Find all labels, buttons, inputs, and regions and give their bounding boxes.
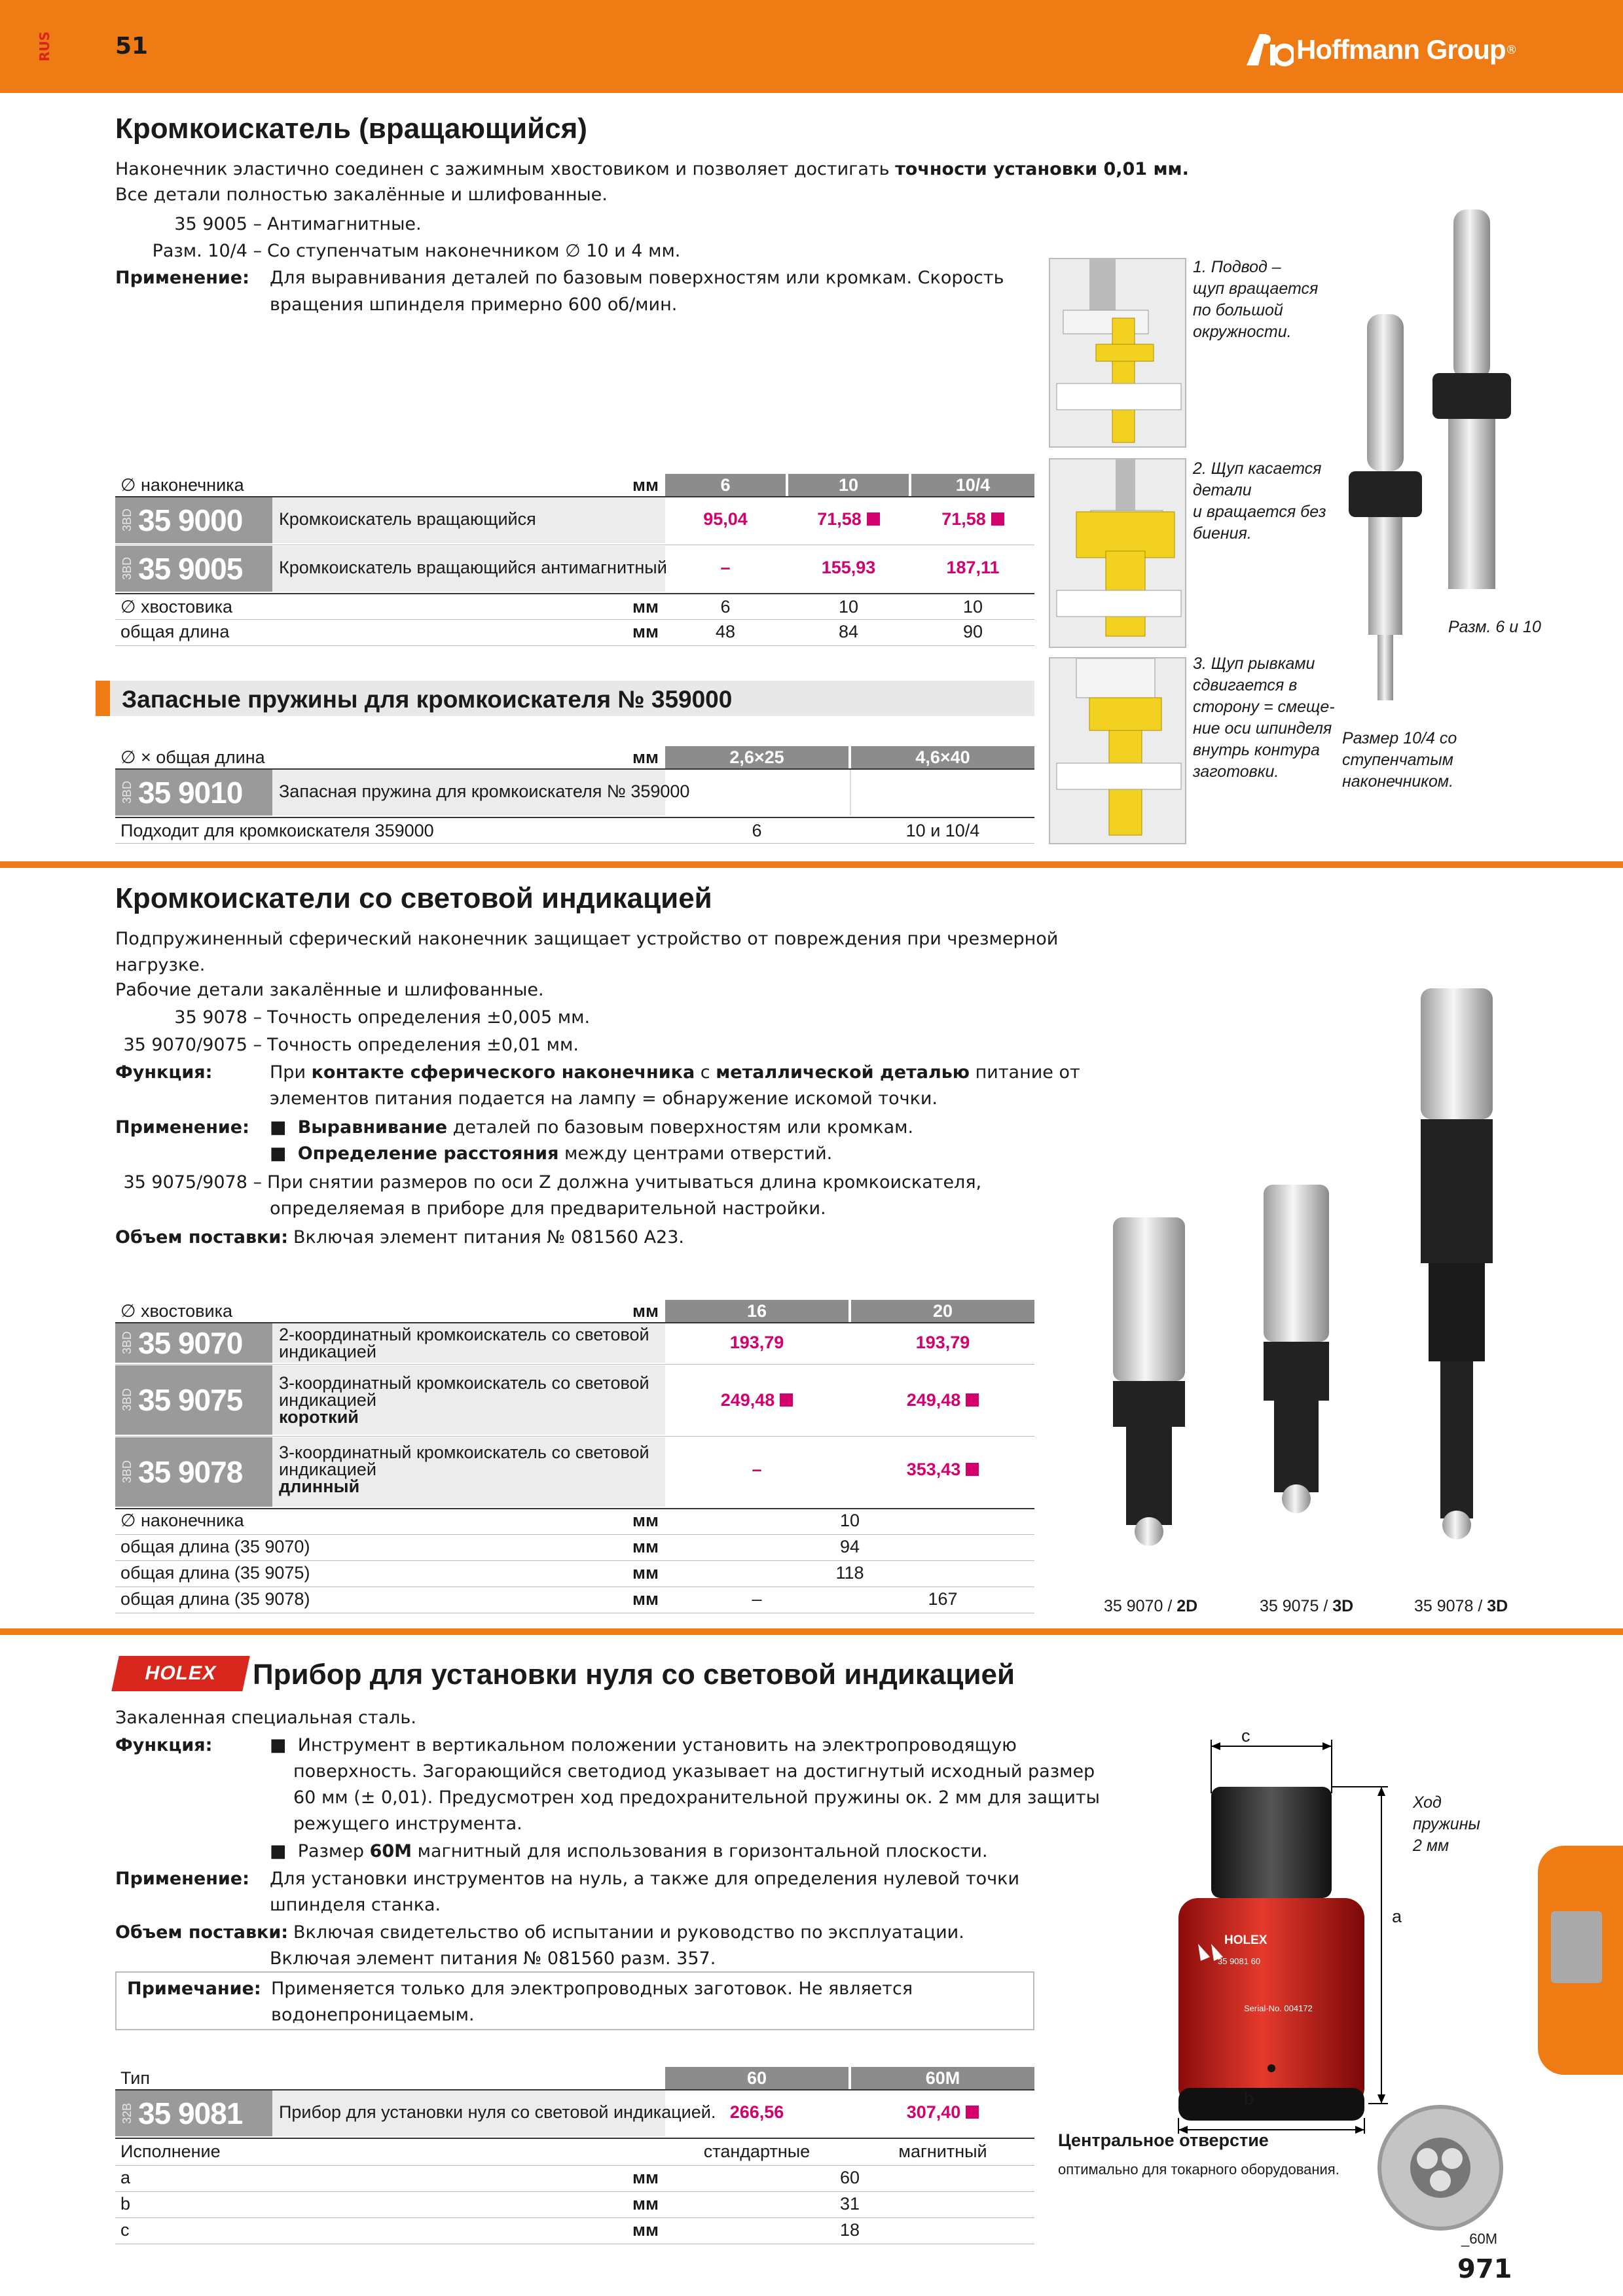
table-row-desc: 2-координатный кромкоискатель со световой индикацией [279, 1325, 649, 1361]
divider [115, 2217, 1034, 2218]
unit-label: мм [632, 747, 659, 767]
col-header-10-4: 10/4 [911, 474, 1034, 496]
note-label: Примечание: [127, 1979, 261, 1999]
shank-diameter-label: ∅ хвостовика [120, 1301, 233, 1321]
step1-image [1049, 258, 1186, 448]
spec-label: b [120, 2194, 131, 2214]
unit-label: мм [632, 475, 659, 495]
s2-supply-row: Объем поставки: Включая элемент питания № 081560 A23. [115, 1227, 684, 1247]
s3-function-row: Функция: ■ Инструмент в вертикальном положении установить на электропроводящую [115, 1735, 1017, 1755]
col-header-20: 20 [851, 1300, 1034, 1322]
spec-cell: 84 [838, 622, 859, 641]
center-hole-text: оптимально для токарного оборудования. [1058, 2161, 1340, 2178]
spec-cell: 10 [962, 597, 983, 617]
spec-label: ∅ наконечника [120, 1511, 244, 1530]
unit-label: мм [632, 2220, 659, 2240]
col-header-60: 60 [665, 2067, 848, 2089]
s2-function-row: Функция: При контакте сферического наконечника с металлической деталью питание от [115, 1062, 1080, 1083]
s1-application-row: Применение: Для выравнивания деталей по базовым поверхностям или кромкам. Скорость [115, 268, 1004, 288]
spec-cell: 10 и 10/4 [905, 821, 980, 840]
section-title-light-edge-finders: Кромкоискатели со световой индикацией [115, 882, 712, 914]
s2-application-row: Применение: ■ Выравнивание деталей по базовым поверхностям или кромкам. [115, 1117, 914, 1138]
article-35-9078[interactable]: 3BD 35 9078 [115, 1437, 272, 1507]
table-row-desc: Прибор для установки нуля со световой индикацией. [279, 2102, 716, 2122]
s1-intro-line1: Наконечник эластично соединен с зажимным хвостовиком и позволяет достигать точности установки 0,01 мм. [115, 159, 1189, 179]
hoffmann-logo-icon [1244, 31, 1294, 68]
spec-label: Исполнение [120, 2142, 221, 2161]
table-zero-setter [115, 2067, 1034, 2283]
spec-cell: 31 [839, 2194, 860, 2214]
edge-finder-step-illustration [1050, 259, 1186, 448]
spare-springs-heading-bar [96, 681, 1034, 716]
table-row-desc: Кромкоискатель вращающийся антимагнитный [279, 558, 667, 577]
unit-label: мм [632, 1511, 659, 1530]
center-hole-tag: _60M [1461, 2231, 1498, 2247]
table-spare-springs [115, 746, 1034, 844]
s2-paragraph: нагрузке. [115, 955, 206, 975]
spec-label: a [120, 2168, 131, 2187]
table-light-edge-finders [115, 1300, 1034, 1618]
table-row-desc: Кромкоискатель вращающийся [279, 509, 536, 529]
article-35-9070[interactable]: 3BD 35 9070 [115, 1323, 272, 1363]
section-divider [0, 861, 1623, 868]
note-box [115, 1971, 1034, 2030]
type-label: Тип [120, 2068, 151, 2088]
image-label-35-9070: 35 9070 / 2D [1104, 1597, 1198, 1615]
divider [850, 770, 851, 816]
divider [115, 2138, 1034, 2139]
price-cell: 353,43 [851, 1460, 1034, 1480]
price-cell: 249,48 [665, 1390, 848, 1410]
section-title-rotating-edge-finder: Кромкоискатель (вращающийся) [115, 113, 587, 145]
article-35-9075[interactable]: 3BD 35 9075 [115, 1365, 272, 1435]
spec-cell: 167 [928, 1589, 958, 1609]
step3-image [1049, 657, 1186, 844]
s3-function-line: поверхность. Загорающийся светодиод указывает на достигнутый исходный размер [293, 1761, 1095, 1782]
col-header-10: 10 [788, 474, 909, 496]
step3-caption: 3. Щуп рывками сдвигается в сторону = смеще- ние оси шпинделя внутрь контура заготовки. [1193, 655, 1335, 781]
device-brand-text: HOLEX [1224, 1933, 1267, 1947]
dimension-label: ∅ × общая длина [120, 747, 265, 767]
step1-caption: 1. Подвод – щуп вращается по большой окружности. [1193, 258, 1319, 341]
dimension-b-label: b [1244, 2089, 1254, 2108]
price-cell: 71,58 [788, 509, 909, 529]
image-label-35-9075: 35 9075 / 3D [1260, 1597, 1354, 1615]
spec-cell: 6 [720, 597, 731, 617]
tip-diameter-label: ∅ наконечника [120, 475, 244, 495]
spec-label: общая длина (35 9078) [120, 1589, 310, 1609]
s3-supply-line2: Включая элемент питания № 081560 разм. 357. [270, 1948, 716, 1969]
s2-accuracy-row: 35 9070/9075 – Точность определения ±0,01 мм. [123, 1035, 579, 1055]
price-cell: 71,58 [911, 509, 1034, 529]
spec-cell: – [752, 1589, 762, 1609]
s3-function-line: режущего инструмента. [293, 1814, 522, 1834]
center-hole-photo [1375, 2102, 1506, 2233]
price-cell: 266,56 [729, 2102, 784, 2122]
dimension-c-label: c [1241, 1726, 1250, 1746]
zero-setter-photo [1165, 1715, 1427, 2134]
article-35-9010[interactable]: 3BD 35 9010 [115, 770, 272, 816]
language-tag: RUS [37, 31, 52, 62]
s2-paragraph: Подпружиненный сферический наконечник защищает устройство от повреждения при чрезмерной [115, 929, 1059, 949]
spec-cell: 10 [839, 1511, 860, 1530]
step2-image [1049, 458, 1186, 648]
unit-label: мм [632, 1563, 659, 1583]
caption-size-10-4: Размер 10/4 со ступенчатым наконечником. [1342, 729, 1457, 791]
price-cell: 249,48 [851, 1390, 1034, 1410]
price-cell: 95,04 [703, 509, 748, 529]
price-cell: 155,93 [821, 558, 876, 577]
price-cell: – [720, 558, 731, 577]
divider [115, 1534, 1034, 1535]
divider [115, 593, 1034, 594]
s1-application-line2: вращения шпинделя примерно 600 об/мин. [270, 295, 678, 315]
col-header-4-6x40: 4,6×40 [851, 746, 1034, 768]
divider [115, 645, 1034, 646]
center-hole-title: Центральное отверстие [1058, 2130, 1269, 2150]
device-serial-text: Serial-No. 004172 [1244, 2003, 1313, 2013]
spec-cell: 60 [839, 2168, 860, 2187]
section-title-zero-setter: Прибор для установки нуля со световой индикацией [253, 1659, 1015, 1691]
note-text: водонепроницаемым. [271, 2005, 475, 2025]
spec-cell: 90 [962, 622, 983, 641]
divider [115, 2191, 1034, 2192]
chapter-tab[interactable] [1538, 1846, 1623, 2075]
image-label-35-9078: 35 9078 / 3D [1414, 1597, 1508, 1615]
brand-mark: ® [1505, 43, 1518, 57]
unit-label: мм [632, 2194, 659, 2214]
s2-paragraph: Рабочие детали закалённые и шлифованные. [115, 980, 544, 1000]
s2-z-axis-row: 35 9075/9078 – При снятии размеров по оси Z должна учитываться длина кромкоискателя, [123, 1172, 982, 1193]
spec-cell: стандартные [703, 2142, 811, 2161]
article-35-9081[interactable]: 32B 35 9081 [115, 2090, 272, 2136]
step2-caption: 2. Щуп касается детали и вращается без биения. [1193, 459, 1326, 543]
s3-function-line: ■ Размер 60M магнитный для использования в горизонтальной плоскости. [270, 1841, 988, 1861]
price-cell: 193,79 [729, 1333, 784, 1352]
holex-badge: HOLEX [111, 1656, 249, 1691]
spec-cell: 10 [838, 597, 859, 617]
spec-label: общая длина (35 9070) [120, 1537, 310, 1556]
article-35-9005[interactable]: 3BD 35 9005 [115, 546, 272, 592]
unit-label: мм [632, 597, 659, 617]
s1-note-row: Разм. 10/4 – Со ступенчатым наконечником ∅ 10 и 4 мм. [152, 241, 681, 261]
table-row-desc: 3-координатный кромкоискатель со световой индикацией длинный [279, 1443, 649, 1496]
s1-intro-line2: Все детали полностью закалённые и шлифованные. [115, 185, 608, 205]
s2-accuracy-row: 35 9078 – Точность определения ±0,005 мм. [174, 1007, 591, 1028]
section-divider [0, 1628, 1623, 1635]
divider [115, 843, 1034, 844]
divider [115, 1364, 1034, 1365]
table-row-desc: Запасная пружина для кромкоискателя № 359000 [279, 781, 690, 801]
device-code-text: 35 9081 60 [1218, 1956, 1261, 1966]
dimension-a-label: a [1392, 1907, 1402, 1926]
caption-sizes-6-10: Разм. 6 и 10 [1448, 618, 1541, 636]
spring-travel-caption: Ход пружины 2 мм [1413, 1793, 1480, 1855]
spec-cell: 94 [839, 1537, 860, 1556]
unit-label: мм [632, 1537, 659, 1556]
s3-supply-row: Объем поставки: Включая свидетельство об испытании и руководство по эксплуатации. [115, 1922, 964, 1943]
unit-label: мм [632, 2168, 659, 2187]
s3-paragraph: Закаленная специальная сталь. [115, 1708, 416, 1728]
price-cell: 307,40 [851, 2102, 1034, 2123]
col-header-2-6x25: 2,6×25 [665, 746, 848, 768]
spec-label: общая длина (35 9075) [120, 1563, 310, 1583]
col-header-60m: 60M [851, 2067, 1034, 2089]
divider [115, 1560, 1034, 1561]
unit-label: мм [632, 622, 659, 641]
spec-cell: 18 [839, 2220, 860, 2240]
note-text: Применяется только для электропроводных заготовок. Не является [271, 1979, 913, 1999]
spec-cell: 6 [752, 821, 762, 840]
spec-label: общая длина [120, 622, 230, 641]
fits-label: Подходит для кромкоискателя 359000 [120, 821, 434, 840]
unit-label: мм [632, 1589, 659, 1609]
divider [115, 619, 1034, 620]
price-cell: 193,79 [915, 1333, 970, 1352]
divider [115, 1436, 1034, 1437]
divider [115, 817, 1034, 818]
table-row-desc: 3-координатный кромкоискатель со световой индикацией короткий [279, 1373, 649, 1427]
s3-application-row: Применение: Для установки инструментов на нуль, а также для определения нулевой точки [115, 1869, 1019, 1889]
divider [115, 2165, 1034, 2166]
s2-function-line2: элементов питания подается на лампу = обнаружение искомой точки. [270, 1088, 938, 1109]
edge-finder-step-illustration [1050, 459, 1186, 648]
divider [115, 1508, 1034, 1509]
page-number-top: 51 [115, 33, 149, 60]
tool-holder-icon [1551, 1911, 1602, 1983]
price-cell: 187,11 [946, 558, 1000, 577]
brand-name: Hoffmann Group [1296, 34, 1506, 65]
s3-application-line2: шпинделя станка. [270, 1895, 441, 1915]
spec-cell: 48 [715, 622, 736, 641]
light-edge-finders-photo [1106, 988, 1565, 1590]
edge-finder-step-illustration [1050, 658, 1186, 844]
col-header-6: 6 [665, 474, 786, 496]
s1-note-row: 35 9005 – Антимагнитные. [174, 214, 422, 234]
s3-function-line: 60 мм (± 0,01). Предусмотрен ход предохранительной пружины ок. 2 мм для защиты [293, 1787, 1100, 1808]
spec-label: ∅ хвостовика [120, 597, 233, 617]
spec-cell: 118 [835, 1563, 864, 1583]
price-cell: – [752, 1460, 762, 1479]
table-rotating-edge-finder [115, 474, 1034, 647]
page-number-bottom: 971 [1457, 2254, 1512, 2284]
spare-springs-title: Запасные пружины для кромкоискателя № 359000 [122, 686, 733, 713]
s2-application-line2: ■ Определение расстояния между центрами отверстий. [270, 1143, 833, 1164]
col-header-16: 16 [665, 1300, 848, 1322]
spec-cell: магнитный [898, 2142, 987, 2161]
article-35-9000[interactable]: 3BD 35 9000 [115, 497, 272, 543]
spec-label: c [120, 2220, 130, 2240]
hoffmann-logo [1244, 30, 1518, 69]
s2-z-axis-line2: определяемая в приборе для предварительной настройки. [270, 1198, 826, 1219]
unit-label: мм [632, 1301, 659, 1321]
